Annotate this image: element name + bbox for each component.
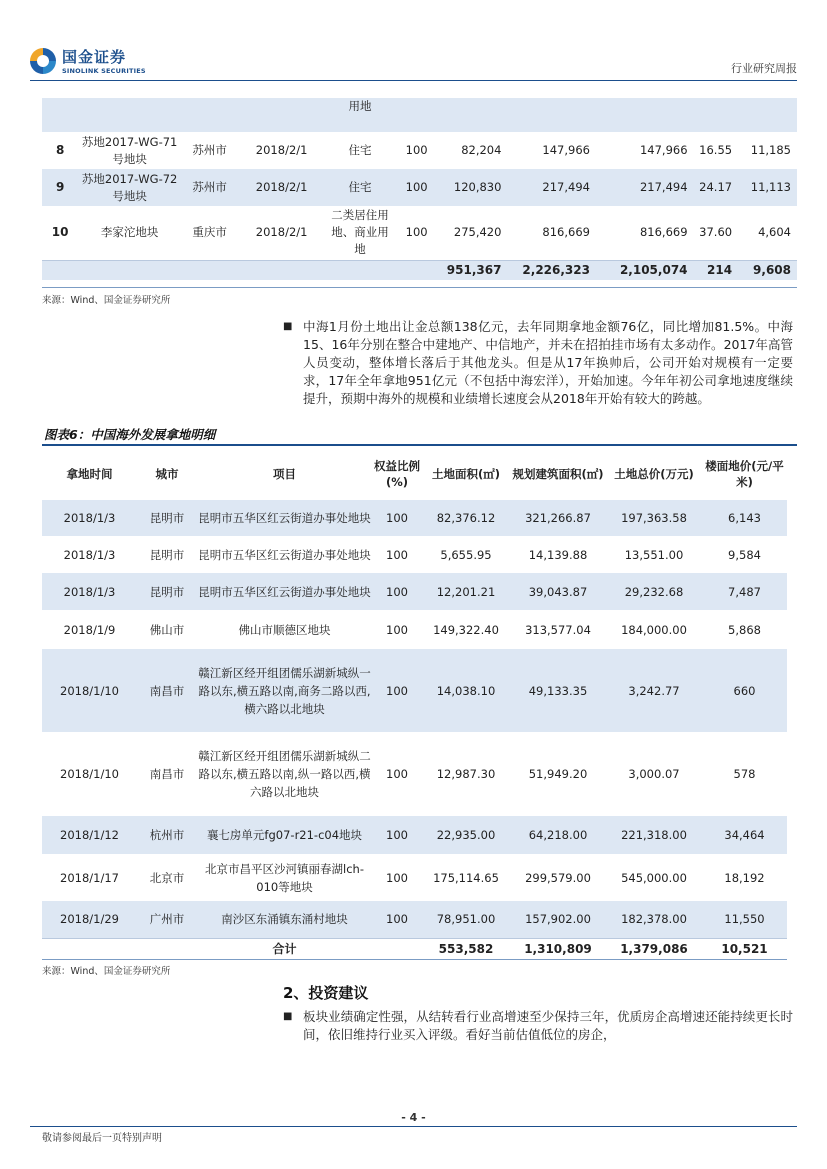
land-area: 149,322.40: [433, 622, 499, 637]
floor-price: 18,192: [724, 870, 765, 885]
table-cell: [507, 98, 596, 132]
project: 昆明市五华区红云街道办事处地块: [198, 547, 371, 562]
floor-value: 37.60: [699, 225, 733, 240]
land-area: 22,935.00: [422, 816, 510, 854]
equity: 100: [405, 225, 428, 240]
col-header: 规划建筑面积(㎡): [512, 467, 604, 481]
floor-price: 7,487: [702, 573, 787, 610]
land-use: 二类居住用地、商业用地: [331, 208, 389, 257]
project: 昆明市五华区红云街道办事处地块: [197, 573, 372, 610]
gfa: 313,577.04: [525, 622, 591, 637]
total-floor-value: 214: [694, 260, 739, 280]
date: 2018/1/3: [63, 547, 116, 562]
city: 昆明市: [137, 500, 197, 536]
gfa: 217,494: [507, 169, 596, 206]
table-row: [42, 816, 787, 854]
project: 南沙区东涌镇东涌村地块: [197, 901, 372, 938]
land-area: 78,951.00: [422, 901, 510, 938]
col-header: 楼面地价(元/平米): [705, 459, 784, 489]
table-bottom-line: [42, 287, 797, 288]
paragraph-text: 中海1月份土地出让金总额138亿元，去年同期拿地金额76亿，同比增加81.5%。中海15、16年分别在整合中建地产、中信地产，并未在招拍挂市场有太多动作。2017年高管人员变动，整体增长落后于其他龙头。但是从17年换帅后，公司开始对规模有一定要求，17年全年拿地951亿元（不包括中海宏洋），开始加速。今年年初公司拿地速度继续提升，预期中海外的规模和业绩增长速度会从2018年开始有较大的跨越。: [303, 319, 793, 406]
row-index: 8: [55, 143, 65, 157]
logo-chinese-name: 国金证券: [62, 48, 127, 66]
page-header: [0, 0, 827, 82]
equity: 100: [372, 816, 422, 854]
company-logo: [30, 46, 160, 78]
table-cell: [395, 260, 438, 280]
table-cell: [42, 938, 137, 959]
footer-divider: [30, 1126, 797, 1127]
floor-price: 6,143: [702, 500, 787, 536]
total-price: 221,318.00: [606, 816, 702, 854]
table-cell: [738, 98, 797, 132]
gfa: 14,139.88: [528, 547, 588, 562]
gfa: 299,579.00: [525, 870, 591, 885]
col-header: 项目: [273, 467, 296, 481]
date: 2018/1/17: [60, 870, 119, 885]
table-cell: [137, 938, 197, 959]
floor-price: 34,464: [702, 816, 787, 854]
table-cell: [596, 98, 694, 132]
gfa: 64,218.00: [510, 816, 606, 854]
table-cell: [78, 260, 181, 280]
table-cell: [395, 98, 438, 132]
total-price: 217,494: [596, 169, 694, 206]
total-price: 3,242.77: [606, 649, 702, 732]
total-price: 545,000.00: [621, 870, 687, 885]
square-bullet-icon: ■: [283, 1011, 293, 1022]
land-table-continued: [42, 98, 797, 280]
equity: 100: [395, 169, 438, 206]
gfa: 39,043.87: [510, 573, 606, 610]
land-area: 275,420: [453, 225, 502, 240]
logo-english-name: SINOLINK SECURITIES: [62, 67, 146, 75]
floor-price: 11,185: [750, 143, 791, 157]
gfa: 51,949.20: [528, 767, 588, 781]
equity: 100: [386, 547, 408, 562]
land-area: 5,655.95: [440, 547, 492, 562]
table-header-row: [42, 448, 787, 500]
date: 2018/2/1: [238, 169, 325, 206]
land-area: 12,201.21: [422, 573, 510, 610]
table-row: [42, 649, 787, 732]
equity: 100: [372, 649, 422, 732]
report-type: 行业研究周报: [731, 62, 797, 75]
table-cell: [238, 260, 325, 280]
land-area: 12,987.30: [436, 767, 496, 781]
gfa: 816,669: [542, 225, 590, 240]
total-floor-price: 9,608: [738, 260, 797, 280]
land-name: 李家沱地块: [100, 225, 159, 240]
table-row: [42, 132, 797, 169]
date: 2018/1/29: [42, 901, 137, 938]
total-price: 13,551.00: [624, 547, 684, 562]
city: 昆明市: [149, 547, 185, 562]
table-cell: [694, 98, 739, 132]
floor-price: 5,868: [728, 622, 761, 637]
equity: 100: [386, 870, 408, 885]
land-use: 住宅: [348, 143, 372, 157]
total-price: 182,378.00: [606, 901, 702, 938]
table-cell: [238, 98, 325, 132]
paragraph-zhonghai: [283, 318, 793, 408]
floor-value: 16.55: [699, 143, 733, 157]
table-row: [42, 573, 787, 610]
source-note: 来源：Wind、国金证券研究所: [42, 966, 171, 977]
date: 2018/1/10: [42, 649, 137, 732]
date: 2018/1/12: [42, 816, 137, 854]
table-cell: [325, 260, 395, 280]
project: 赣江新区经开组团儒乐湖新城纵一路以东,横五路以南,商务二路以西,横六路以北地块: [197, 649, 372, 732]
figure-title: 图表6：中国海外发展拿地明细: [44, 427, 216, 442]
col-header: 城市: [155, 467, 179, 481]
land-area: 14,038.10: [422, 649, 510, 732]
date: 2018/1/3: [42, 573, 137, 610]
land-name: 苏地2017-WG-72号地块: [78, 169, 181, 206]
total-price: 816,669: [639, 225, 688, 240]
table-row: [42, 206, 797, 260]
table-row: [42, 500, 787, 536]
city: 广州市: [137, 901, 197, 938]
table-cell: [372, 938, 422, 959]
date: 2018/1/10: [60, 767, 119, 781]
gfa: 157,902.00: [510, 901, 606, 938]
city: 杭州市: [137, 816, 197, 854]
table-cell: 用地: [325, 98, 395, 132]
total-price: 2,105,074: [596, 260, 694, 280]
table-row: [42, 98, 797, 132]
gfa: 49,133.35: [510, 649, 606, 732]
equity: 100: [386, 622, 408, 637]
total-land-area: 951,367: [438, 260, 507, 280]
coli-land-table: [42, 448, 787, 960]
table-row: [42, 854, 787, 901]
table-row: [42, 732, 787, 816]
table-cell: [78, 98, 181, 132]
total-price: 197,363.58: [606, 500, 702, 536]
total-land-area: 553,582: [422, 938, 510, 959]
floor-value: 24.17: [694, 169, 739, 206]
table-cell: [42, 98, 78, 132]
project: 昆明市五华区红云街道办事处地块: [197, 500, 372, 536]
table-total-row: [42, 938, 787, 959]
equity: 100: [386, 767, 408, 781]
land-area: 120,830: [438, 169, 507, 206]
total-price: 184,000.00: [621, 622, 687, 637]
header-divider: [30, 80, 797, 81]
section-title: 2、投资建议: [283, 984, 369, 1002]
logo-icon: [30, 48, 56, 74]
equity: 100: [372, 500, 422, 536]
col-header: 权益比例(%): [374, 459, 420, 489]
gfa: 147,966: [542, 143, 590, 157]
figure-title-underline: [42, 444, 797, 446]
project: 北京市昌平区沙河镇丽春湖lch-010等地块: [205, 861, 364, 894]
land-area: 82,204: [461, 143, 502, 157]
total-label: 合计: [197, 938, 372, 959]
date: 2018/2/1: [255, 225, 308, 240]
col-header: 土地面积(㎡): [431, 467, 500, 481]
paragraph-investment: [283, 1008, 793, 1044]
city: 南昌市: [149, 767, 185, 781]
date: 2018/1/9: [63, 622, 116, 637]
floor-price: 11,550: [702, 901, 787, 938]
city: 苏州市: [181, 169, 238, 206]
table-row: [42, 901, 787, 938]
table-total-row: [42, 260, 797, 280]
table-row: [42, 169, 797, 206]
city: 重庆市: [192, 225, 227, 240]
floor-price: 660: [702, 649, 787, 732]
table-row: [42, 610, 787, 649]
project: 襄七房单元fg07-r21-c04地块: [197, 816, 372, 854]
project: 赣江新区经开组团儒乐湖新城纵二路以东,横五路以南,纵一路以西,横六路以北地块: [198, 749, 371, 799]
equity: 100: [372, 901, 422, 938]
land-area: 82,376.12: [422, 500, 510, 536]
city: 南昌市: [137, 649, 197, 732]
total-floor-price: 10,521: [702, 938, 787, 959]
land-area: 175,114.65: [433, 870, 499, 885]
square-bullet-icon: ■: [283, 321, 293, 332]
col-header: 土地总价(万元): [614, 467, 694, 481]
source-note: 来源：Wind、国金证券研究所: [42, 295, 171, 306]
page-number: - 4 -: [401, 1111, 426, 1124]
date: 2018/1/3: [42, 500, 137, 536]
city: 北京市: [149, 870, 185, 885]
total-price: 1,379,086: [606, 938, 702, 959]
col-header: 拿地时间: [66, 467, 113, 481]
equity: 100: [405, 143, 428, 157]
total-gfa: 2,226,323: [507, 260, 596, 280]
total-price: 3,000.07: [628, 767, 680, 781]
project: 佛山市顺德区地块: [238, 622, 331, 637]
table-cell: [42, 260, 78, 280]
date: 2018/2/1: [255, 143, 308, 157]
floor-price: 578: [733, 767, 756, 781]
floor-price: 9,584: [728, 547, 761, 562]
land-name: 苏地2017-WG-71号地块: [81, 134, 178, 166]
table-cell: [438, 98, 507, 132]
land-use: 住宅: [325, 169, 395, 206]
city: 苏州市: [192, 143, 227, 157]
row-index: 9: [42, 169, 78, 206]
table-row: [42, 536, 787, 573]
disclaimer-note: 敬请参阅最后一页特别声明: [42, 1133, 162, 1144]
equity: 100: [372, 573, 422, 610]
floor-price: 11,113: [738, 169, 797, 206]
paragraph-text: 板块业绩确定性强，从结转看行业高增速至少保持三年，优质房企高增速还能持续更长时间，依旧维持行业买入评级。看好当前估值低位的房企，: [303, 1009, 793, 1042]
floor-price: 4,604: [758, 225, 791, 240]
gfa: 321,266.87: [510, 500, 606, 536]
row-index: 10: [51, 225, 69, 240]
total-price: 29,232.68: [606, 573, 702, 610]
total-gfa: 1,310,809: [510, 938, 606, 959]
city: 佛山市: [149, 622, 185, 637]
table-cell: [181, 260, 238, 280]
total-price: 147,966: [639, 143, 688, 157]
table-cell: [181, 98, 238, 132]
city: 昆明市: [137, 573, 197, 610]
